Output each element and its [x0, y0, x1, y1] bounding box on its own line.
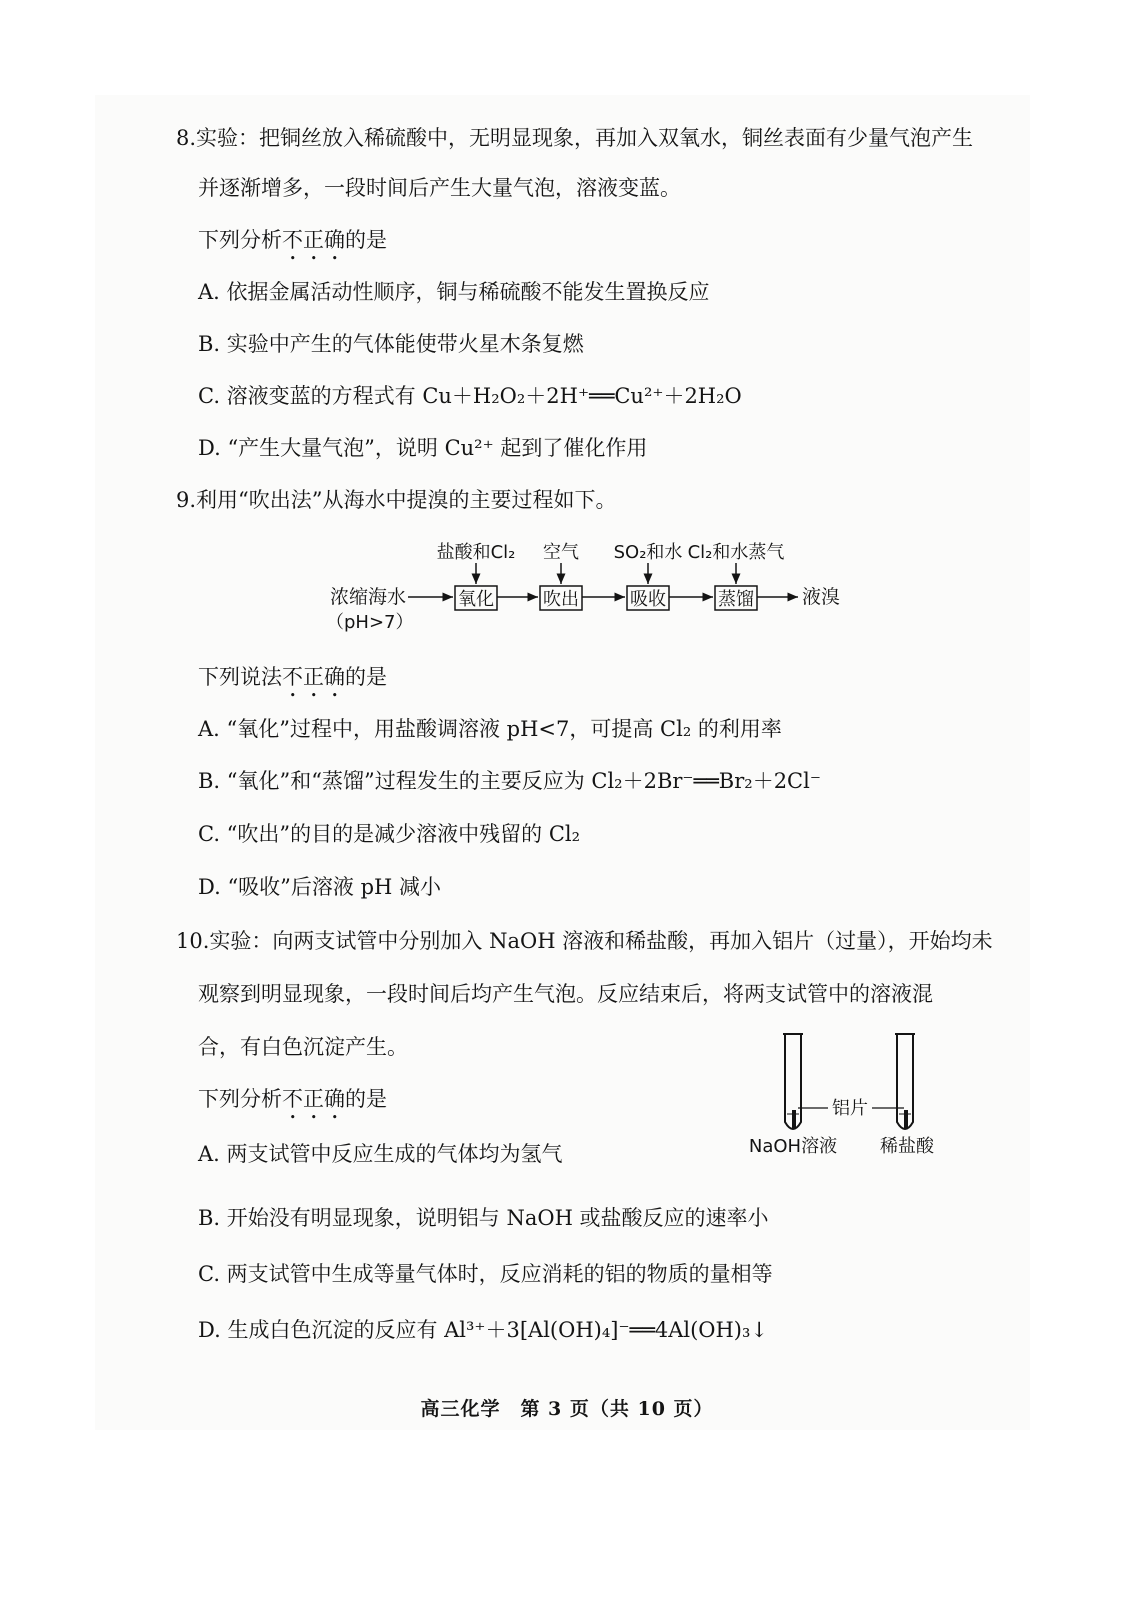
q9-stem-text: 利用“吹出法”从海水中提溴的主要过程如下。 — [196, 488, 617, 512]
flow-step-absorb: 吸收 — [630, 589, 666, 610]
q10-prompt — [198, 1085, 387, 1124]
q8-prompt-emphasis: 不正确 — [282, 228, 345, 252]
q10-option-b: B. 开始没有明显现象，说明铝与 NaOH 或盐酸反应的速率小 — [198, 1206, 769, 1230]
q9-prompt-prefix: 下列说法 — [198, 665, 282, 689]
naoh-solution-label: NaOH溶液 — [748, 1136, 838, 1157]
q9-prompt — [198, 663, 387, 702]
flow-start-note: （pH>7） — [326, 612, 414, 633]
q10-number: 10. — [176, 929, 210, 953]
bromine-process-flowchart — [320, 530, 860, 640]
aluminum-strip-right — [904, 1110, 908, 1128]
q10-stem-line-1 — [176, 927, 993, 955]
flow-input-blowout: 空气 — [543, 542, 579, 563]
test-tube-figure — [740, 1030, 960, 1160]
q8-stem-line-1 — [176, 124, 973, 152]
q9-prompt-suffix: 的是 — [345, 665, 387, 689]
q8-number: 8. — [176, 126, 197, 150]
q8-prompt-suffix: 的是 — [345, 228, 387, 252]
flow-step-distill: 蒸馏 — [718, 589, 754, 610]
q10-stem-line-3: 合，有白色沉淀产生。 — [198, 1035, 408, 1059]
flow-end: 液溴 — [802, 586, 841, 608]
flow-input-absorb: SO₂和水 — [613, 542, 683, 563]
flow-step-blowout: 吹出 — [543, 589, 579, 610]
flow-step-oxidation: 氧化 — [458, 589, 494, 610]
flow-input-oxidation: 盐酸和Cl₂ — [436, 542, 516, 563]
q10-stem-line-2: 观察到明显现象，一段时间后均产生气泡。反应结束后，将两支试管中的溶液混 — [198, 982, 933, 1006]
q8-option-a: A. 依据金属活动性顺序，铜与稀硫酸不能发生置换反应 — [198, 280, 710, 304]
q8-option-b: B. 实验中产生的气体能使带火星木条复燃 — [198, 332, 584, 356]
q8-option-d: D. “产生大量气泡”，说明 Cu²⁺ 起到了催化作用 — [198, 436, 648, 460]
q8-prompt — [198, 226, 387, 265]
q9-option-c: C. “吹出”的目的是减少溶液中残留的 Cl₂ — [198, 822, 581, 846]
q9-option-d: D. “吸收”后溶液 pH 减小 — [198, 875, 442, 899]
q8-stem-text-1: 实验：把铜丝放入稀硫酸中，无明显现象，再加入双氧水，铜丝表面有少量气泡产生 — [196, 126, 974, 150]
q8-option-c: C. 溶液变蓝的方程式有 Cu＋H₂O₂＋2H⁺══Cu²⁺＋2H₂O — [198, 384, 742, 408]
q9-number: 9. — [176, 488, 197, 512]
q9-stem — [176, 486, 617, 514]
q10-prompt-prefix: 下列分析 — [198, 1087, 282, 1111]
page-footer: 高三化学 第 3 页（共 10 页） — [420, 1398, 714, 1420]
q8-prompt-prefix: 下列分析 — [198, 228, 282, 252]
q8-stem-line-2: 并逐渐增多，一段时间后产生大量气泡，溶液变蓝。 — [198, 176, 681, 200]
q10-option-d: D. 生成白色沉淀的反应有 Al³⁺＋3[Al(OH)₄]⁻══4Al(OH)₃↓ — [198, 1318, 769, 1342]
q10-option-a: A. 两支试管中反应生成的气体均为氢气 — [198, 1142, 563, 1166]
aluminum-strip-label: 铝片 — [832, 1098, 868, 1119]
q9-prompt-emphasis: 不正确 — [282, 665, 345, 689]
flow-start: 浓缩海水 — [330, 586, 407, 608]
q10-prompt-suffix: 的是 — [345, 1087, 387, 1111]
q9-option-a: A. “氧化”过程中，用盐酸调溶液 pH<7，可提高 Cl₂ 的利用率 — [198, 717, 782, 741]
aluminum-strip-left — [792, 1110, 796, 1128]
q10-stem-text-1: 实验：向两支试管中分别加入 NaOH 溶液和稀盐酸，再加入铝片（过量），开始均未 — [209, 929, 993, 953]
flow-input-distill: Cl₂和水蒸气 — [687, 542, 785, 563]
dilute-hcl-label: 稀盐酸 — [880, 1136, 934, 1157]
q10-prompt-emphasis: 不正确 — [282, 1087, 345, 1111]
q9-option-b: B. “氧化”和“蒸馏”过程发生的主要反应为 Cl₂＋2Br⁻══Br₂＋2Cl⁻ — [198, 769, 821, 793]
q10-option-c: C. 两支试管中生成等量气体时，反应消耗的铝的物质的量相等 — [198, 1262, 773, 1286]
